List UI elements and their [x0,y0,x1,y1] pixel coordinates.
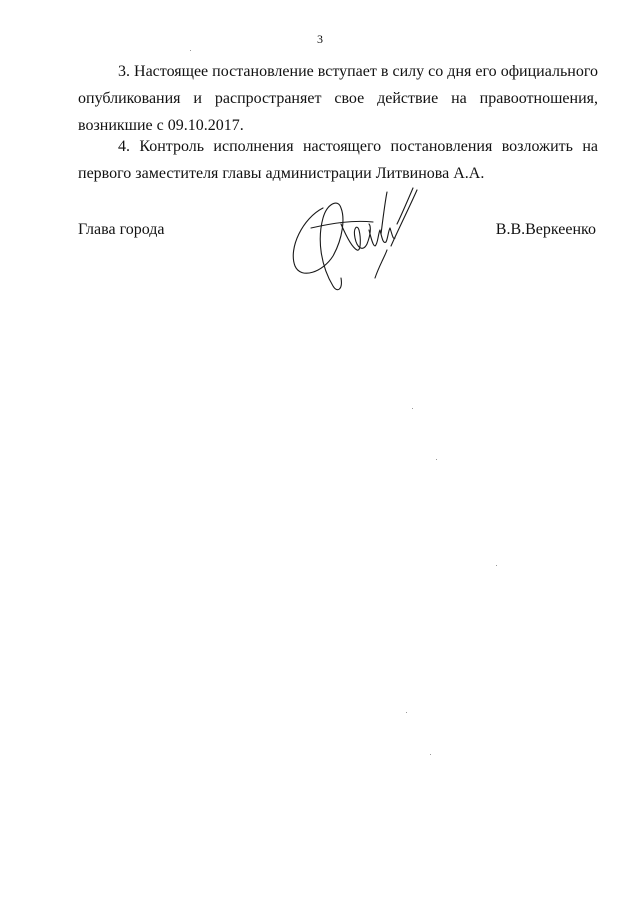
handwritten-signature [283,168,443,298]
scan-speck [406,712,407,713]
scan-speck [496,565,497,566]
scan-speck [436,459,437,460]
paragraph-3: 3. Настоящее постановление вступает в силу со дня его официального опубликования и распространяет свое действие на правоотношения, возникшие с 09.10.2017. [78,63,598,134]
page-number: 3 [317,32,323,46]
signature-name: В.В.Веркеенко [495,221,596,238]
scan-speck [430,754,431,755]
scan-speck [412,408,413,409]
paragraph-4: 4. Контроль исполнения настоящего постановления возложить на первого заместителя главы администрации Литвинова А.А. [78,138,598,182]
signature-title: Глава города [78,221,165,238]
scan-speck [190,50,191,51]
